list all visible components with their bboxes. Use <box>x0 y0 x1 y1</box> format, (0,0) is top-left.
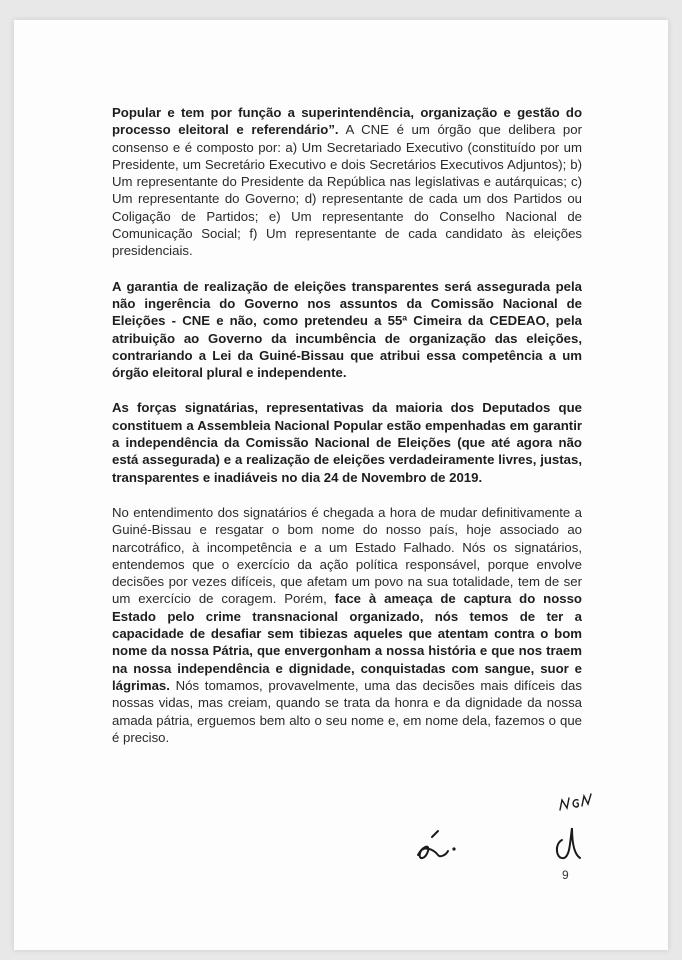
text-run: No entendimento dos signatários é chegada a hora de mudar definitivamente a Guiné-Bissau e resgatar o bom nome do nosso país, hoje associado ao narcotráfico, à incompetência e a um Estado Falhado. Nós os signatários, entendemos que o exercício da ação política responsável, porque envolve decisões por vezes difíceis, que afetam um povo na sua totalidade, tem de ser um exercício de coragem. Porém, <box>112 504 582 607</box>
paragraph <box>112 399 582 485</box>
bold-text-run: A garantia de realização de eleições transparentes será assegurada pela não ingerência do Governo nos assuntos da Comissão Nacional de Eleições - CNE e não, como pretendeu a 55ª Cimeira da CEDEAO, pela atribuição ao Governo da incumbência de organização das eleições, contrariando a Lei da Guiné-Bissau que atribui essa competência a um órgão eleitoral plural e independente. <box>112 278 582 381</box>
paragraph <box>112 278 582 382</box>
paragraph <box>112 104 582 260</box>
signature-right-icon <box>550 822 586 870</box>
bold-text-run: face à ameaça de captura do nosso Estado pelo crime transnacional organizado, nós temos de ter a capacidade de desafiar sem tibiezas aqueles que atentam contra o bom nome da nossa Pátria, que envergonham a nossa história e que nos traem na nossa independência e dignidade, conquistadas com sangue, suor e lágrimas. <box>112 591 582 693</box>
page-number: 9 <box>562 868 569 882</box>
text-run: A CNE é um órgão que delibera por consenso e é composto por: a) Um Secretariado Executivo (constituído por um Presidente, um Secretário Executivo e dois Secretários Executivos Adjuntos); b) Um representante do Presidente da República nas legislativas e autárquicas; c) Um representante do Governo; d) representante de cada um dos Partidos ou Coligação de Partidos; e) Um representante do Conselho Nacional de Comunicação Social; f) Um representante de cada candidato às eleições presidenciais. <box>112 122 582 259</box>
document-page <box>14 20 668 950</box>
document-body <box>112 104 582 764</box>
signature-left-icon <box>412 825 462 867</box>
paragraph <box>112 504 582 746</box>
text-run: Nós tomamos, provavelmente, uma das decisões mais difíceis das nossas vidas, mas creiam, quando se trata da honra e da dignidade da nossa amada pátria, erguemos bem alto o seu nome e, em nome dela, fazemos o que é preciso. <box>112 677 582 745</box>
bold-text-run: As forças signatárias, representativas da maioria dos Deputados que constituem a Assembleia Nacional Popular estão empenhadas em garantir a independência da Comissão Nacional de Eleições (que até agora não está assegurada) e a realização de eleições verdadeiramente livres, justas, transparentes e inadiáveis no dia 24 de Novembro de 2019. <box>112 400 582 485</box>
initials-handwritten-icon <box>558 792 594 814</box>
bold-text-run: Popular e tem por função a superintendência, organização e gestão do processo eleitoral e referendário”. <box>112 105 582 138</box>
